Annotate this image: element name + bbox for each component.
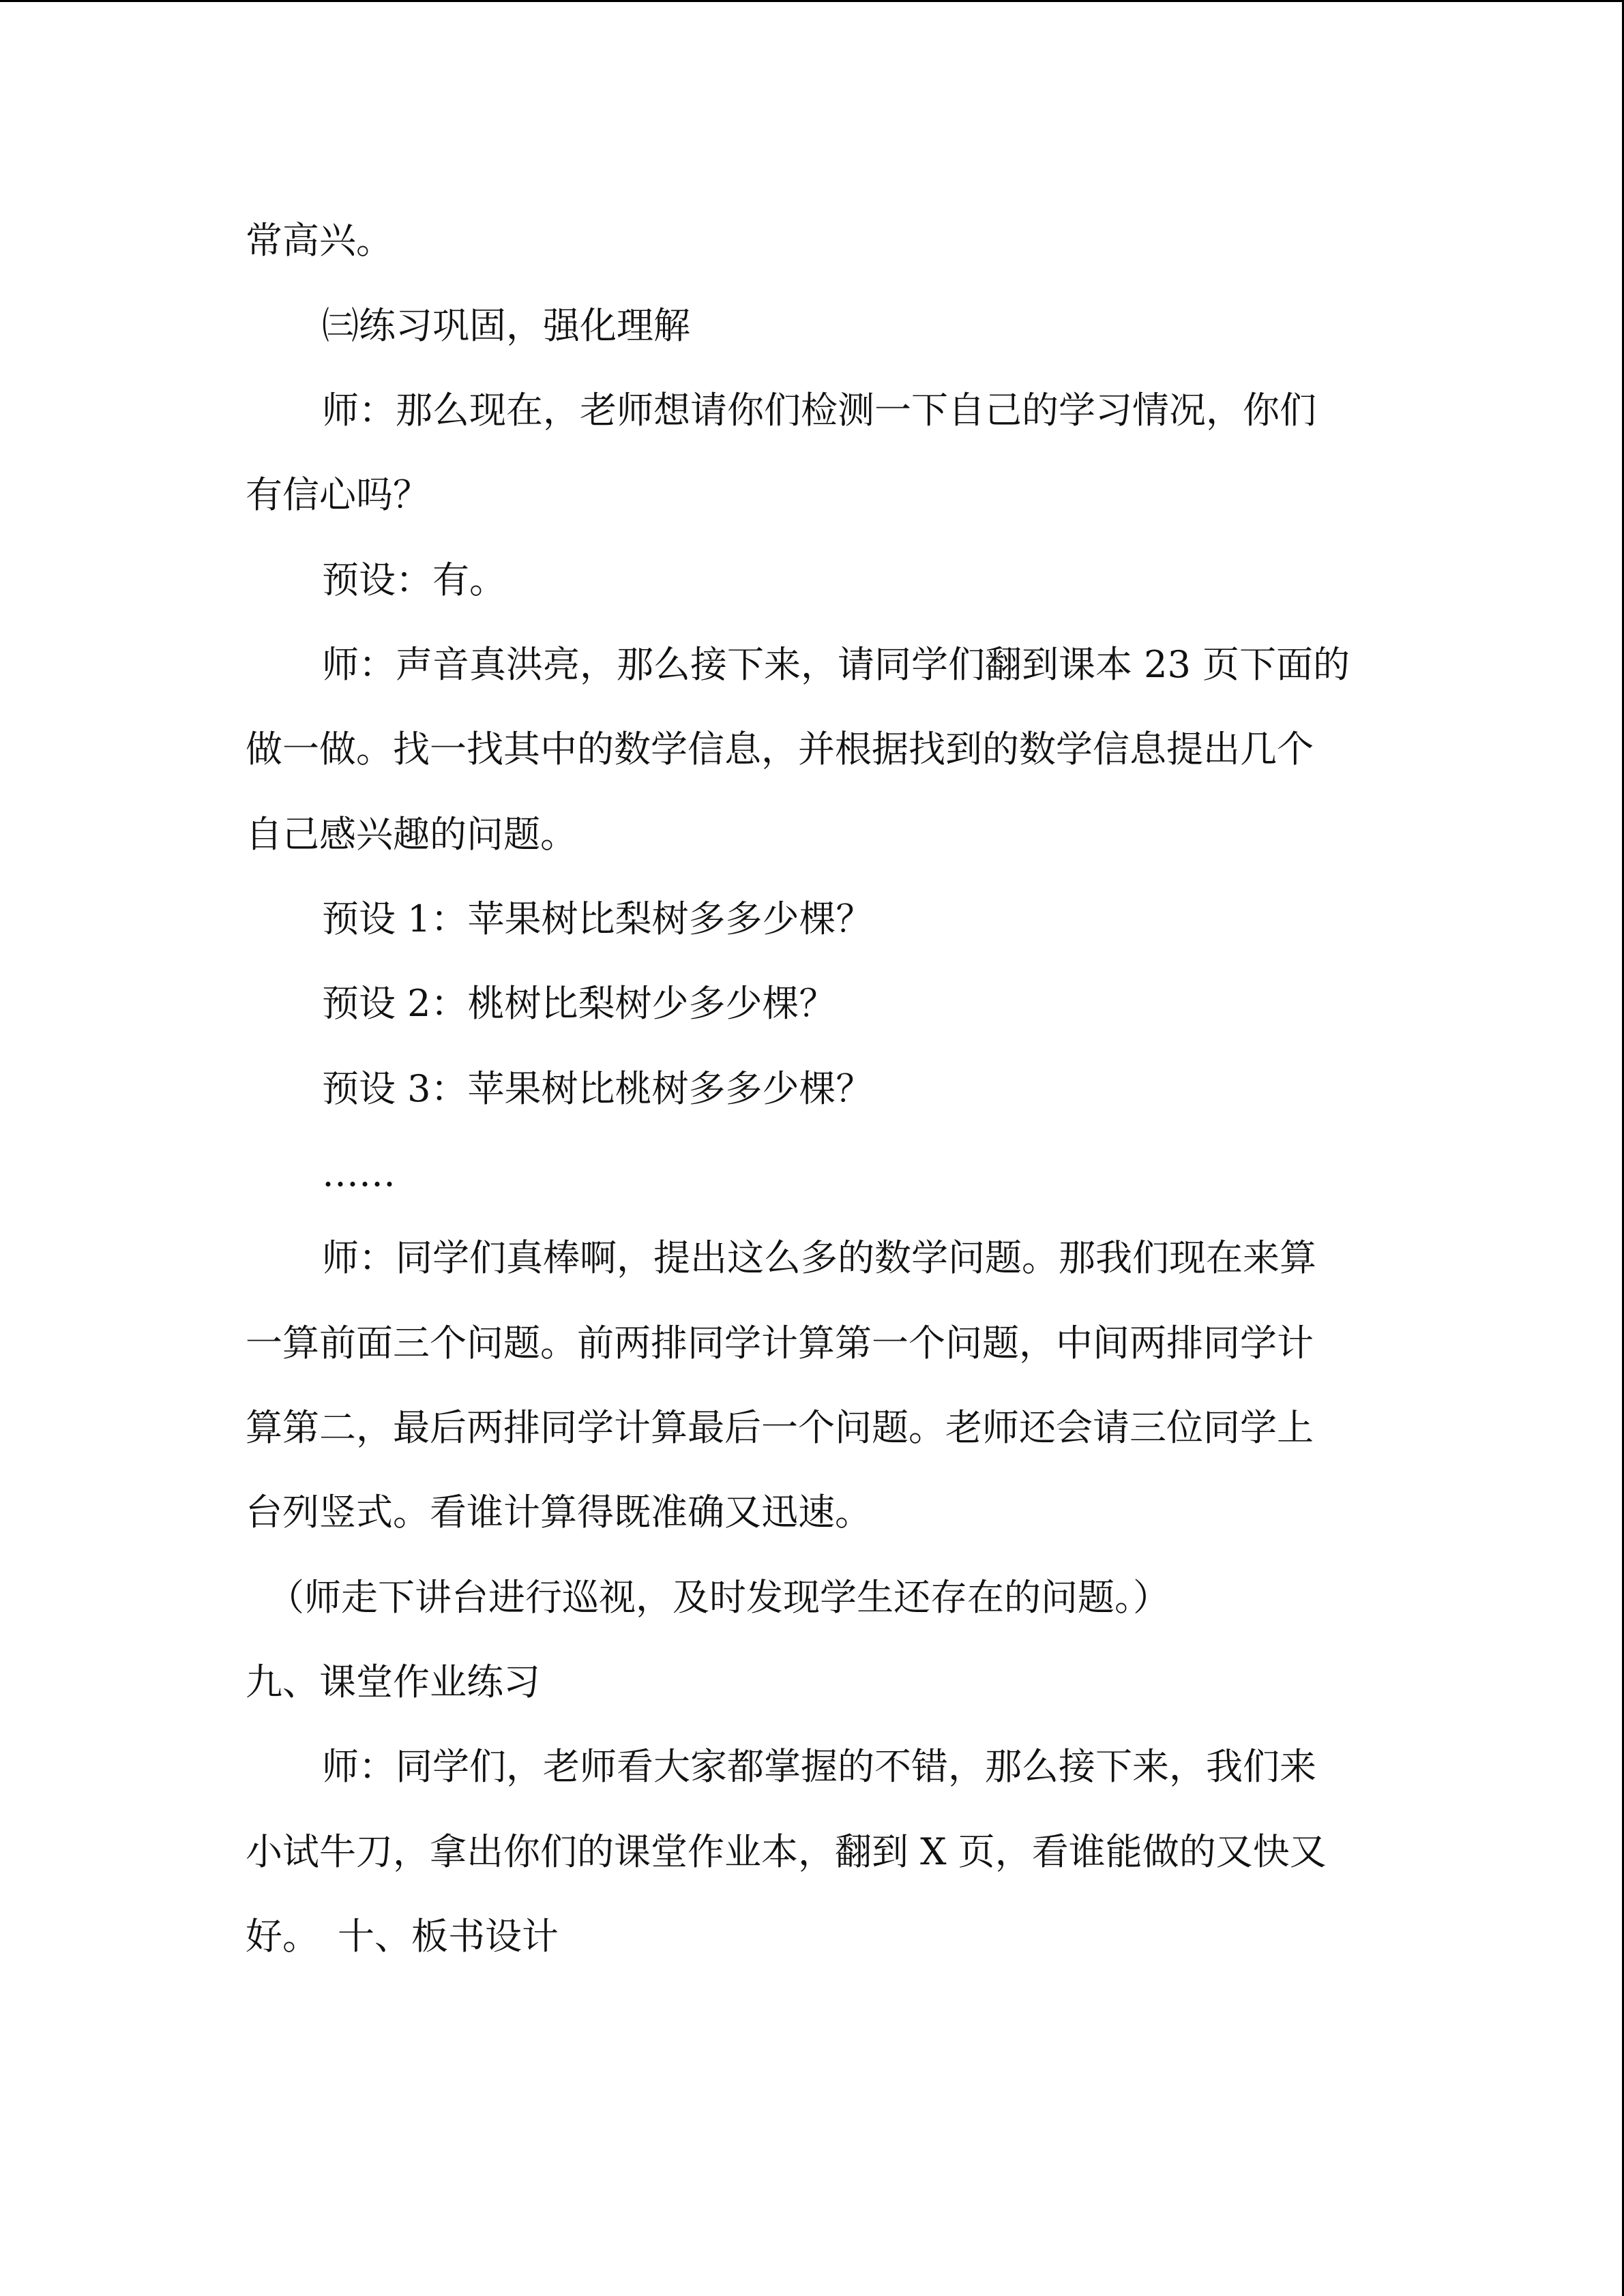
text-line: 预设 3：苹果树比桃树多多少棵？ [322, 1067, 873, 1110]
section-heading: 九、课堂作业练习 [246, 1660, 540, 1703]
text-line: 小试牛刀，拿出你们的课堂作业本，翻到 X 页，看谁能做的又快又 [246, 1830, 1327, 1873]
text-line: 预设：有。 [322, 558, 506, 601]
text-line: 算第二，最后两排同学计算最后一个问题。老师还会请三位同学上 [246, 1406, 1314, 1449]
section-heading: ㈢练习巩固，强化理解 [322, 304, 690, 347]
text-line: 预设 2：桃树比梨树少多少棵？ [322, 982, 836, 1025]
text-line: （师走下讲台进行巡视，及时发现学生还存在的问题。） [267, 1576, 1170, 1619]
text-line: …… [322, 1152, 396, 1195]
text-line: 常高兴。 [246, 219, 393, 262]
text-line: 好。 十、板书设计 [246, 1915, 559, 1958]
text-line: 师：同学们，老师看大家都掌握的不错，那么接下来，我们来 [322, 1745, 1316, 1788]
text-line: 做一做。找一找其中的数学信息，并根据找到的数学信息提出几个 [246, 728, 1314, 771]
text-line: 预设 1：苹果树比梨树多多少棵？ [322, 897, 873, 940]
text-line: 台列竖式。看谁计算得既准确又迅速。 [246, 1491, 872, 1534]
text-line: 师：声音真洪亮，那么接下来，请同学们翻到课本 23 页下面的 [322, 643, 1350, 686]
text-line: 自己感兴趣的问题。 [246, 813, 577, 856]
text-line: 一算前面三个问题。前两排同学计算第一个问题，中间两排同学计 [246, 1322, 1314, 1365]
text-line: 师：同学们真棒啊，提出这么多的数学问题。那我们现在来算 [322, 1236, 1316, 1279]
text-line: 有信心吗？ [246, 473, 430, 516]
text-line: 师：那么现在，老师想请你们检测一下自己的学习情况，你们 [322, 389, 1316, 432]
